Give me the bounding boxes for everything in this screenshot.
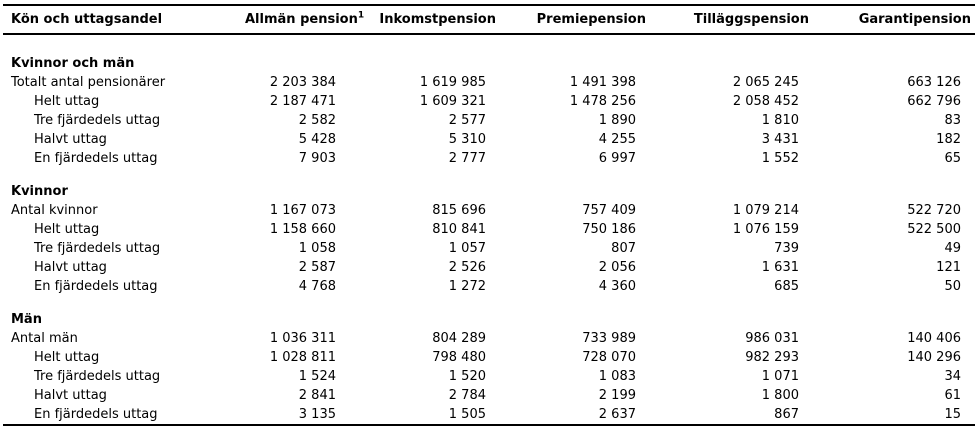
cell-value: 739 (774, 241, 799, 256)
cell-value: 1 505 (448, 407, 486, 422)
section-title: Män (11, 312, 42, 327)
cell-value: 2 582 (298, 113, 336, 128)
row-label: En fjärdedels uttag (34, 279, 158, 294)
cell-value: 2 577 (448, 113, 486, 128)
cell-value: 7 903 (298, 151, 336, 166)
cell-value: 4 360 (598, 279, 636, 294)
column-header: Garantipension (858, 12, 971, 27)
cell-value: 1 552 (761, 151, 799, 166)
cell-value: 1 609 321 (419, 94, 486, 109)
cell-value: 662 796 (907, 94, 961, 109)
row-label: Halvt uttag (34, 260, 107, 275)
table-row (3, 367, 975, 386)
cell-value: 2 199 (598, 388, 636, 403)
cell-value: 2 637 (598, 407, 636, 422)
cell-value: 1 076 159 (732, 222, 799, 237)
cell-value: 1 167 073 (269, 203, 336, 218)
row-label: Tre fjärdedels uttag (34, 113, 161, 128)
table-row (3, 386, 975, 405)
cell-value: 522 720 (907, 203, 961, 218)
cell-value: 2 203 384 (269, 75, 336, 90)
column-header: Premiepension (536, 12, 646, 27)
column-header: Tilläggspension (693, 12, 809, 27)
cell-value: 5 310 (448, 132, 486, 147)
cell-value: 1 520 (448, 369, 486, 384)
cell-value: 986 031 (745, 331, 799, 346)
cell-value: 1 028 811 (269, 350, 336, 365)
row-label: Helt uttag (34, 350, 100, 365)
cell-value: 1 083 (598, 369, 636, 384)
cell-value: 2 841 (298, 388, 336, 403)
cell-value: 1 800 (761, 388, 799, 403)
cell-value: 2 058 452 (732, 94, 799, 109)
section-title: Kvinnor (11, 184, 68, 199)
spacer-cell (3, 34, 975, 54)
cell-value: 1 890 (598, 113, 636, 128)
table-row (3, 73, 975, 92)
cell-value: 1 057 (448, 241, 486, 256)
row-label: Tre fjärdedels uttag (34, 241, 161, 256)
cell-value: 140 296 (907, 350, 961, 365)
pension-statistics-table (3, 4, 975, 426)
table-header (3, 5, 975, 34)
cell-value: 1 158 660 (269, 222, 336, 237)
cell-value: 1 079 214 (732, 203, 799, 218)
cell-value: 3 135 (298, 407, 336, 422)
cell-value: 50 (944, 279, 961, 294)
cell-value: 2 784 (448, 388, 486, 403)
cell-value: 522 500 (907, 222, 961, 237)
table-row (3, 348, 975, 367)
cell-value: 1 272 (448, 279, 486, 294)
column-header: Allmän pension$^1$ (245, 10, 365, 27)
footnote-marker: 1 (357, 10, 365, 21)
cell-value: 815 696 (432, 203, 486, 218)
table-row (3, 130, 975, 149)
cell-value: 1 524 (298, 369, 336, 384)
cell-value: 1 478 256 (569, 94, 636, 109)
column-header: Kön och uttagsandel (11, 12, 163, 27)
spacer-cell (3, 168, 975, 182)
cell-value: 1 036 311 (269, 331, 336, 346)
cell-value: 2 187 471 (269, 94, 336, 109)
cell-value: 15 (944, 407, 961, 422)
cell-value: 807 (611, 241, 636, 256)
table-row (3, 277, 975, 296)
cell-value: 804 289 (432, 331, 486, 346)
cell-value: 798 480 (432, 350, 486, 365)
section-title: Kvinnor och män (11, 56, 135, 71)
spacer-row (3, 34, 975, 54)
row-label: Helt uttag (34, 94, 100, 109)
row-label: Antal män (11, 331, 78, 346)
row-label: Helt uttag (34, 222, 100, 237)
cell-value: 34 (944, 369, 961, 384)
cell-value: 3 431 (761, 132, 799, 147)
section-title-row (3, 54, 975, 73)
table-row (3, 405, 975, 425)
cell-value: 733 989 (582, 331, 636, 346)
cell-value: 1 071 (761, 369, 799, 384)
cell-value: 728 070 (582, 350, 636, 365)
cell-value: 1 619 985 (419, 75, 486, 90)
cell-value: 1 058 (298, 241, 336, 256)
cell-value: 2 587 (298, 260, 336, 275)
row-label: Halvt uttag (34, 388, 107, 403)
table-row (3, 239, 975, 258)
cell-value: 1 631 (761, 260, 799, 275)
table-row (3, 258, 975, 277)
cell-value: 140 406 (907, 331, 961, 346)
row-label: Tre fjärdedels uttag (34, 369, 161, 384)
cell-value: 83 (944, 113, 961, 128)
cell-value: 5 428 (298, 132, 336, 147)
section-title-row (3, 310, 975, 329)
table-row (3, 220, 975, 239)
cell-value: 65 (944, 151, 961, 166)
cell-value: 182 (936, 132, 961, 147)
spacer-row (3, 296, 975, 310)
cell-value: 4 255 (598, 132, 636, 147)
cell-value: 2 065 245 (732, 75, 799, 90)
row-label: Halvt uttag (34, 132, 107, 147)
row-label: En fjärdedels uttag (34, 151, 158, 166)
spacer-cell (3, 296, 975, 310)
header-row (3, 5, 975, 34)
cell-value: 757 409 (582, 203, 636, 218)
cell-value: 982 293 (745, 350, 799, 365)
spacer-row (3, 168, 975, 182)
cell-value: 121 (936, 260, 961, 275)
section-title-row (3, 182, 975, 201)
cell-value: 61 (944, 388, 961, 403)
cell-value: 810 841 (432, 222, 486, 237)
table-row (3, 201, 975, 220)
cell-value: 685 (774, 279, 799, 294)
column-header: Inkomstpension (379, 12, 496, 27)
cell-value: 663 126 (907, 75, 961, 90)
cell-value: 1 491 398 (569, 75, 636, 90)
table-row (3, 329, 975, 348)
cell-value: 2 777 (448, 151, 486, 166)
cell-value: 750 186 (582, 222, 636, 237)
row-label: Totalt antal pensionärer (11, 75, 166, 90)
table-row (3, 149, 975, 168)
cell-value: 49 (944, 241, 961, 256)
cell-value: 2 056 (598, 260, 636, 275)
cell-value: 6 997 (598, 151, 636, 166)
row-label: Antal kvinnor (11, 203, 98, 218)
cell-value: 4 768 (298, 279, 336, 294)
row-label: En fjärdedels uttag (34, 407, 158, 422)
cell-value: 1 810 (761, 113, 799, 128)
table-body (3, 34, 975, 425)
cell-value: 2 526 (448, 260, 486, 275)
table-row (3, 92, 975, 111)
cell-value: 867 (774, 407, 799, 422)
table-row (3, 111, 975, 130)
